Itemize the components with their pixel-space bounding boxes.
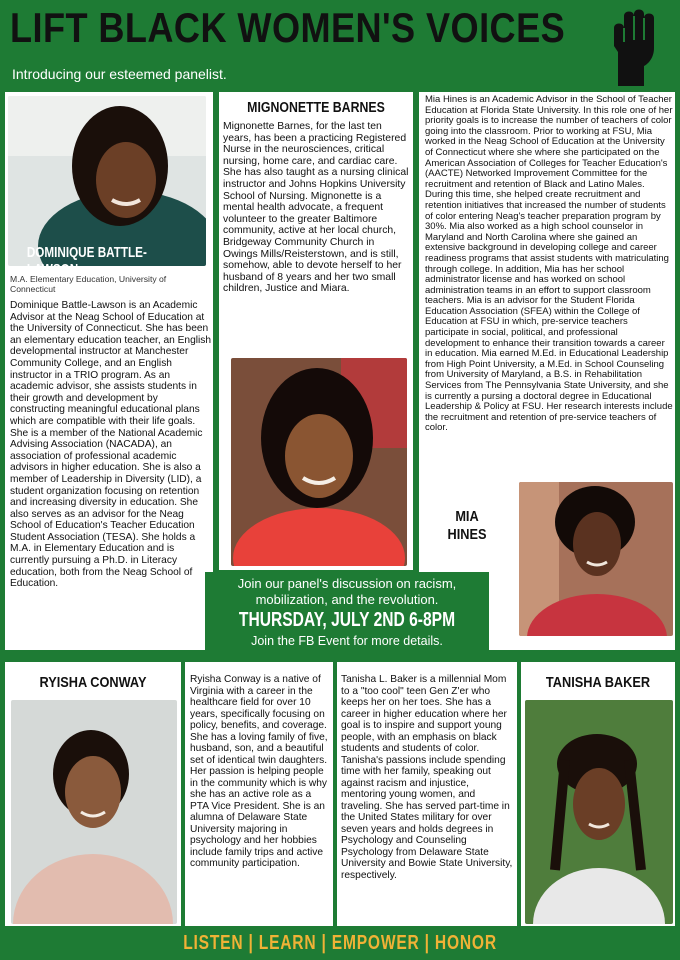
mignonette-photo xyxy=(231,358,407,566)
panelist-card-dominique xyxy=(5,92,213,650)
footer-banner xyxy=(0,928,680,960)
mia-name-line2: HINES xyxy=(447,526,487,543)
mia-photo xyxy=(519,482,673,636)
portrait-image-icon xyxy=(11,700,177,924)
dominique-name: DOMINIQUE BATTLE-LAWSON xyxy=(26,244,147,278)
tanisha-bio: Tanisha L. Baker is a millennial Mom to a "too cool" teen Gen Z'er who keeps her on her toes. She has a career in higher education where her goal is to inspire and support young people, with an emphasis on black students and students of color. Tanisha's passions include spending time with her family, speaking out against racism and injustice, mentoring young women, and traveling. She has served part-time in the United States military for over seven years and holds degrees in Psychology and Counseling Psychology from Delaware State University and Bowie State University, respectively. xyxy=(341,674,513,881)
portrait-image-icon xyxy=(8,96,206,266)
ryisha-name: RYISHA CONWAY xyxy=(39,674,147,691)
panelist-card-mia xyxy=(419,92,675,650)
ryisha-photo xyxy=(11,700,177,924)
mia-name-line1: MIA xyxy=(455,508,479,525)
page-title: LIFT BLACK WOMEN'S VOICES xyxy=(10,4,566,51)
tanisha-photo xyxy=(525,700,673,924)
panelist-card-tanisha xyxy=(521,662,675,926)
tanisha-bio-card xyxy=(337,662,517,926)
tanisha-name: TANISHA BAKER xyxy=(545,674,651,691)
mia-bio: Mia Hines is an Academic Advisor in the School of Teacher Education at Florida State University. In this role one of her priority goals is to increase the number of teachers of color going into the classroom. Prior to working at FSU, Mia worked in the Neag School of Education at the University of Connecticut where she where she participated on the American Association of Colleges for Teacher Education's (AACTE) Networked Improvement Committee for the recruitment and retention of Black and Latino Males. During this time, she helped create recruitment and retention initiatives that increased the number of students of color entering Neag's teacher preparation program by 30%. Mia also worked as a high school counselor in Maryland and North Carolina where she gained an extensive background in developing college and career readiness programs that assist students with matriculating through college. In addition, Mia has her school administrator license and has worked on school administration teams in an effort to support classroom teachers. Mia is an advisor for the Student Florida Education Association (SFEA) within the College of Education at FSU in which, pre-service teachers participate in social, political, and professional development to enhance their transition towards a career in education. Mia earned M.Ed. in Educational Leadership from High Point University, a M.Ed. in School Counseling from University of Maryland, a B.S. in Rehabilitation Services from The Pennsylvania State University, and she is currently a pursing a doctoral degree in Educational Leadership & Policy at FSU. Her research interests include the recruitment and retention of pre-service teachers of color. xyxy=(425,94,673,434)
portrait-image-icon xyxy=(525,700,673,924)
portrait-image-icon xyxy=(519,482,673,636)
panelist-card-mignonette xyxy=(219,92,413,570)
dominique-credential: M.A. Elementary Education, University of Connecticut xyxy=(10,274,167,294)
event-fb-link[interactable]: Join the FB Event for more details. xyxy=(251,634,443,648)
portrait-image-icon xyxy=(231,358,407,566)
event-date: THURSDAY, JULY 2ND 6-8PM xyxy=(238,609,456,631)
mignonette-name: MIGNONETTE BARNES xyxy=(247,100,385,116)
panelist-card-ryisha xyxy=(5,662,181,926)
mignonette-bio: Mignonette Barnes, for the last ten years, has been a practicing Registered Nurse in the neurosciences, critical nursing, home care, and cardiac care. She has also taught as a nursing clinical instructor and Johns Hopkins University School of Nursing. Mignonette is a mental health advocate, a frequent volunteer to the greater Baltimore community, active at her local church, Bridgeway Community Church in Owings Mills/Reisterstown, and is still, somehow, able to devote herself to her husband of 8 years and her two small children, Justice and Miara. xyxy=(223,121,409,295)
dominique-bio: Dominique Battle-Lawson is an Academic Advisor at the Neag School of Education at the University of Connecticut. She has been an elementary education teacher, an English developmental instructor at Manchester Community College, and an English instructor in a TRIO program. As an academic advisor, she assists students in their growth and development by constructing meaningful educational plans which are compatible with their life goals. She is a member of the National Academic Advising Association (NACADA), an association of professional academic advisors in higher education. She is also a member of Leadership in Diversity (LID), a student organization focusing on retention and increasing diversity in education. She also serves as an advisor for the Neag School of Education's Teacher Education Student Association (TESA). She holds a M.A. in Elementary Education and is currently pursuing a Ph.D. in Literacy education, both from the Neag School of Education. xyxy=(10,300,212,590)
dominique-photo xyxy=(8,96,206,266)
footer-tagline: LISTEN | LEARN | EMPOWER | HONOR xyxy=(183,932,497,954)
header-banner xyxy=(0,0,680,90)
raised-fist-icon xyxy=(604,8,666,88)
ryisha-bio: Ryisha Conway is a native of Virginia with a career in the healthcare field for over 10 years, specifically focusing on policy, benefits, and coverage. She has a loving family of five, husband, son, and a beautiful set of identical twin daughters. Her passion is helping people in the community which is why she has an active role as a PTA Vice President. She is an alumna of Delaware State University majoring in psychology and her hobbies include family trips and active community participation. xyxy=(190,674,328,869)
page-subtitle: Introducing our esteemed panelist. xyxy=(12,66,227,82)
event-description: Join our panel's discussion on racism, mobilization, and the revolution. xyxy=(237,576,457,607)
event-callout xyxy=(205,572,489,656)
ryisha-bio-card xyxy=(185,662,333,926)
